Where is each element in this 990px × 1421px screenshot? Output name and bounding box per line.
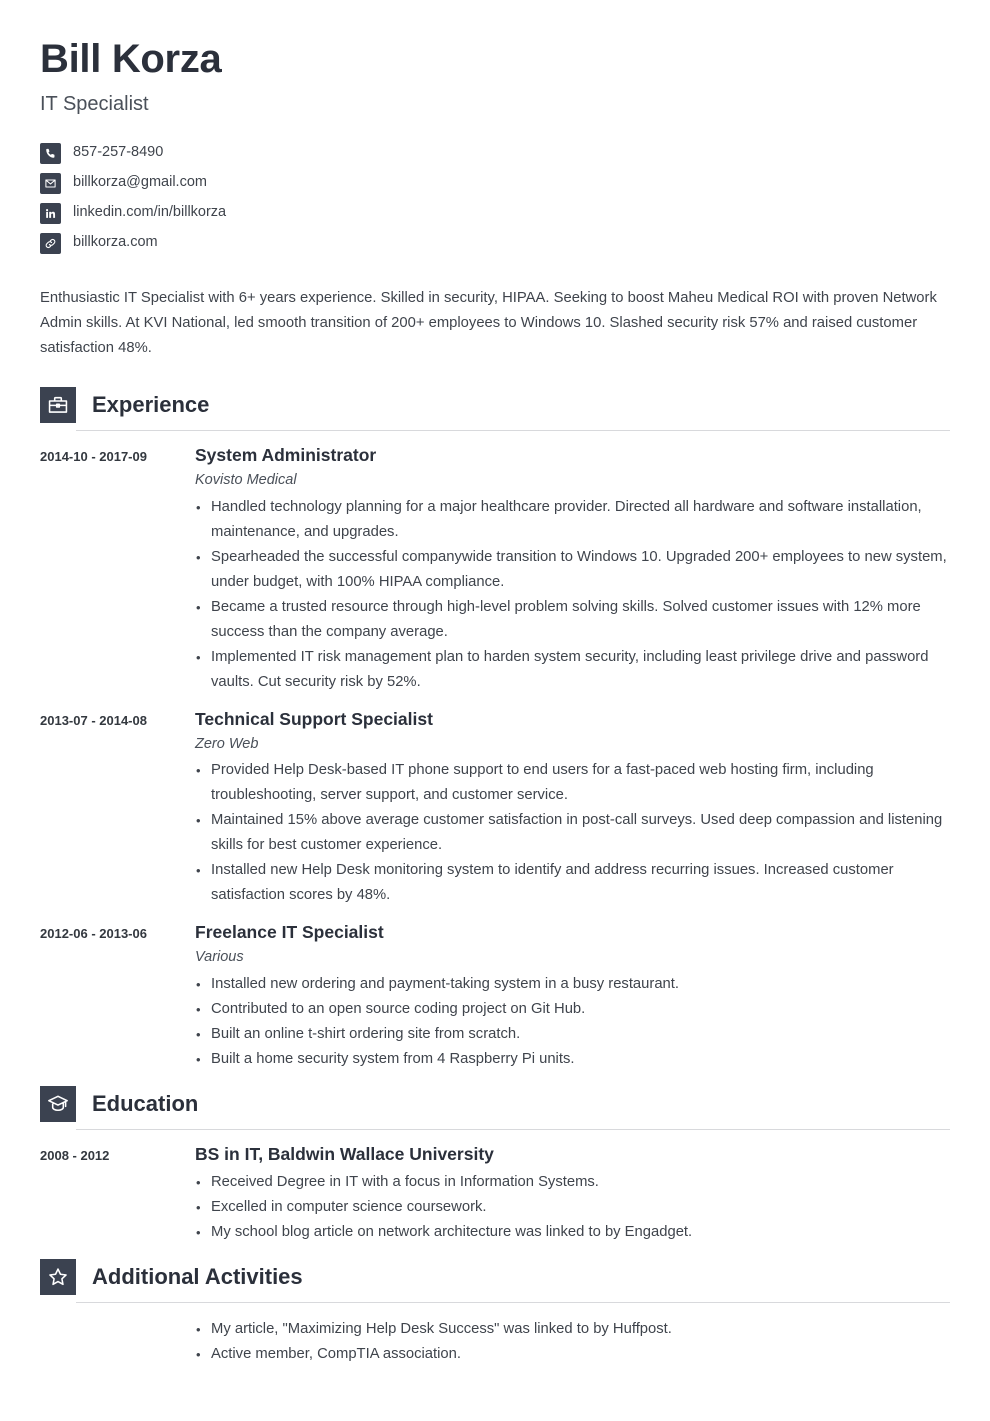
list-item: • Spearheaded the successful companywide transition to Windows 10. Upgraded 200+ employees to new system, under budget, with 100% HIPAA compliance. <box>195 545 950 595</box>
list-item: • My school blog article on network architecture was linked to by Engadget. <box>195 1220 950 1245</box>
entry-date-range: 2008 - 2012 <box>40 1148 110 1164</box>
graduation-cap-icon <box>40 1086 76 1122</box>
list-item: • Received Degree in IT with a focus in Information Systems. <box>195 1170 950 1195</box>
list-item: • Contributed to an open source coding project on Git Hub. <box>195 997 950 1022</box>
entry-bullet-list <box>195 972 950 1072</box>
list-item: • Implemented IT risk management plan to harden system security, including least privilege drive and password vaults. Cut security risk by 52%. <box>195 645 950 695</box>
entry-date-range: 2014-10 - 2017-09 <box>40 449 147 464</box>
contact-row[interactable] <box>40 138 950 168</box>
job-title-subheading: IT Specialist <box>40 93 149 115</box>
envelope-icon <box>40 173 61 194</box>
contact-value: billkorza@gmail.com <box>73 174 207 191</box>
list-item: • My article, "Maximizing Help Desk Success" was linked to by Huffpost. <box>195 1317 950 1342</box>
professional-summary: Enthusiastic IT Specialist with 6+ years experience. Skilled in security, HIPAA. Seeking to boost Maheu Medical ROI with proven Network Admin skills. At KVI National, led smooth transition of 200+ employees to Windows 10. Slashed security risk 57% and raised customer satisfaction 48%. <box>40 290 937 356</box>
list-item: • Installed new ordering and payment-taking system in a busy restaurant. <box>195 972 950 997</box>
entry-body <box>195 1317 950 1367</box>
entry-body <box>195 1144 950 1245</box>
entry-bullet-list <box>195 1170 950 1245</box>
section-title: Additional Activities <box>92 1263 303 1289</box>
briefcase-icon <box>40 387 76 423</box>
resume-entry <box>40 445 950 695</box>
list-item: • Provided Help Desk-based IT phone support to end users for a fast-paced web hosting firm, including troubleshooting, server support, and customer service. <box>195 758 950 808</box>
list-item: • Installed new Help Desk monitoring system to identify and address recurring issues. Increased customer satisfaction scores by 48%. <box>195 858 950 908</box>
section-additional-activities <box>40 1259 950 1367</box>
page-title: Bill Korza <box>40 37 222 81</box>
link-icon <box>40 233 61 254</box>
contact-value: linkedin.com/in/billkorza <box>73 204 227 221</box>
list-item: • Built an online t-shirt ordering site from scratch. <box>195 1022 950 1047</box>
entry-bullet-list <box>195 495 950 695</box>
resume-sections <box>40 387 950 1367</box>
resume-entry <box>40 922 950 1072</box>
contact-row[interactable] <box>40 198 950 228</box>
section-divider <box>76 1129 950 1130</box>
entry-bullet-list <box>195 758 950 908</box>
section-divider <box>76 1302 950 1303</box>
entry-body <box>195 445 950 695</box>
section-title: Education <box>92 1091 199 1117</box>
list-item: • Built a home security system from 4 Raspberry Pi units. <box>195 1047 950 1072</box>
entry-date-range <box>40 1317 195 1367</box>
list-item: • Handled technology planning for a major healthcare provider. Directed all hardware and software installation, maintenance, and upgrades. <box>195 495 950 545</box>
contact-value: billkorza.com <box>73 234 158 251</box>
entry-bullet-list <box>195 1317 950 1367</box>
section-experience <box>40 387 950 1072</box>
star-icon <box>40 1259 76 1295</box>
section-header <box>40 1086 950 1122</box>
resume-entry <box>40 1144 950 1245</box>
entry-title: System Administrator <box>195 445 377 465</box>
resume-entry <box>40 1317 950 1367</box>
entry-body <box>195 709 950 909</box>
entry-body <box>195 922 950 1072</box>
entry-organization: Zero Web <box>195 735 259 752</box>
entry-organization: Various <box>195 949 244 966</box>
entry-organization: Kovisto Medical <box>195 471 297 488</box>
list-item: • Became a trusted resource through high-level problem solving skills. Solved customer issues with 12% more success than the company average. <box>195 595 950 645</box>
section-header <box>40 387 950 423</box>
list-item: • Active member, CompTIA association. <box>195 1342 950 1367</box>
entry-date-range: 2012-06 - 2013-06 <box>40 926 147 942</box>
section-header <box>40 1259 950 1295</box>
phone-icon <box>40 143 61 164</box>
list-item: • Excelled in computer science coursework. <box>195 1195 950 1220</box>
entry-title: Technical Support Specialist <box>195 708 433 729</box>
contact-row[interactable] <box>40 168 950 198</box>
resume-entry <box>40 709 950 909</box>
section-title: Experience <box>92 391 210 417</box>
section-education <box>40 1086 950 1245</box>
list-item: • Maintained 15% above average customer satisfaction in post-call surveys. Used deep compassion and listening skills for best customer experience. <box>195 808 950 858</box>
contact-row[interactable] <box>40 228 950 258</box>
linkedin-icon <box>40 203 61 224</box>
contact-value: 857-257-8490 <box>73 144 164 161</box>
contact-list <box>40 138 950 258</box>
entry-date-range: 2013-07 - 2014-08 <box>40 712 147 728</box>
section-divider <box>76 430 950 431</box>
entry-title: BS in IT, Baldwin Wallace University <box>195 1144 494 1165</box>
entry-title: Freelance IT Specialist <box>195 922 384 943</box>
